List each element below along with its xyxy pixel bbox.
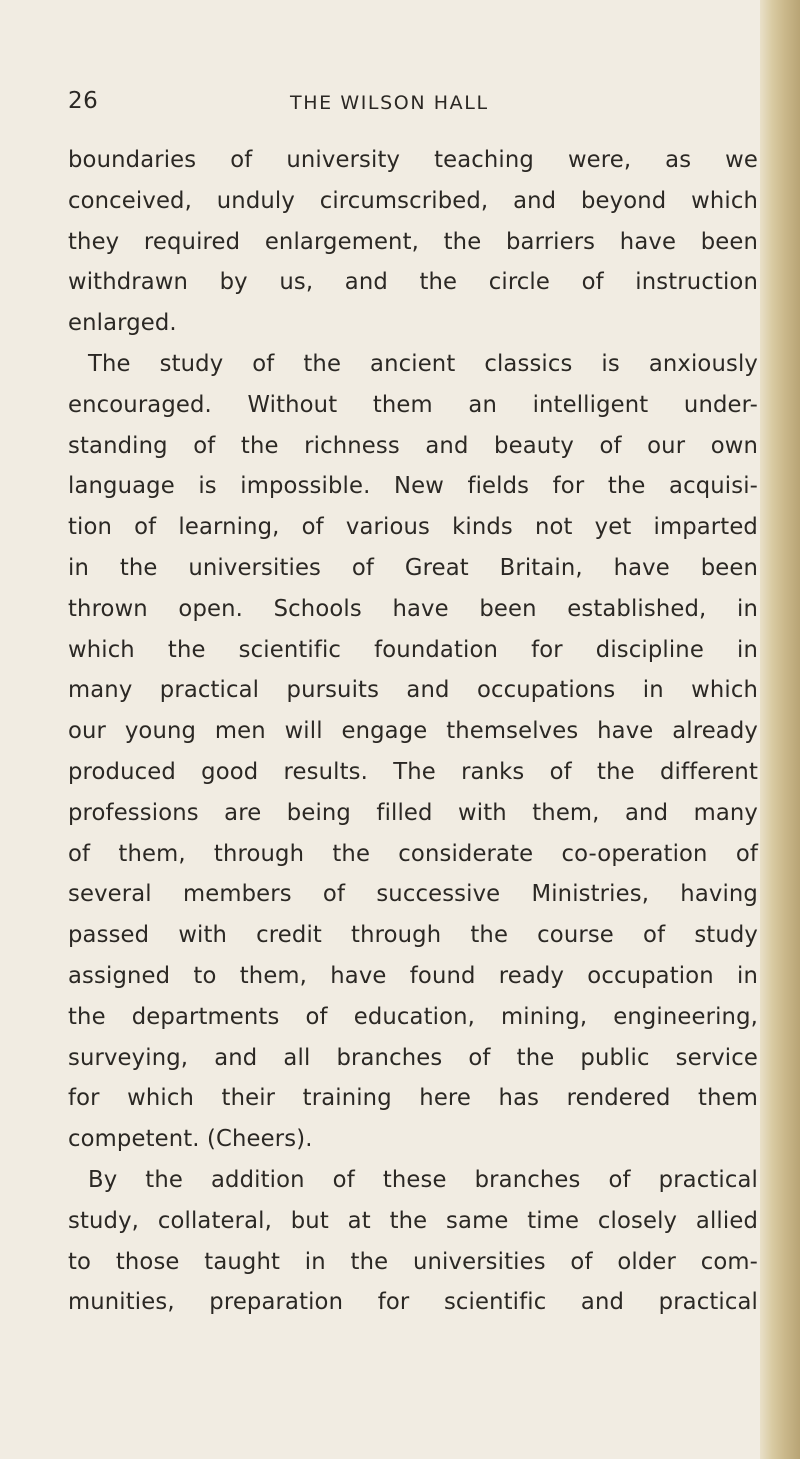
text-line: encouraged. Without them an intelligent under- (68, 391, 758, 418)
text-line: the departments of education, mining, engineering, (68, 1003, 758, 1030)
text-line: surveying, and all branches of the public service (68, 1044, 758, 1071)
page-edge-shadow (760, 0, 800, 1459)
text-line: of them, through the considerate co-operation of (68, 840, 758, 867)
text-line: professions are being filled with them, and many (68, 799, 758, 826)
page-number: 26 (68, 88, 99, 114)
text-line: produced good results. The ranks of the different (68, 758, 758, 785)
body-text (68, 140, 758, 1323)
text-line: tion of learning, of various kinds not yet imparted (68, 514, 758, 541)
running-head: THE WILSON HALL (290, 92, 489, 114)
text-line: passed with credit through the course of study (68, 922, 758, 949)
text-line: enlarged. (68, 310, 177, 337)
text-line: The study of the ancient classics is anxiously (88, 350, 758, 377)
text-line: many practical pursuits and occupations in which (68, 677, 758, 704)
text-line: study, collateral, but at the same time closely allied (68, 1207, 758, 1234)
text-line: conceived, unduly circumscribed, and beyond which (68, 187, 758, 214)
text-line: withdrawn by us, and the circle of instruction (68, 269, 758, 296)
text-line: boundaries of university teaching were, as we (68, 147, 758, 173)
text-line: they required enlargement, the barriers have been (68, 228, 758, 255)
text-line: thrown open. Schools have been established, in (68, 595, 758, 622)
page-header (0, 88, 800, 118)
text-line: which the scientific foundation for discipline in (68, 636, 758, 663)
text-line: in the universities of Great Britain, have been (68, 554, 758, 581)
text-line: to those taught in the universities of older com- (68, 1248, 758, 1275)
text-line: our young men will engage themselves have already (68, 718, 758, 745)
text-line: munities, preparation for scientific and practical (68, 1289, 758, 1316)
text-line: for which their training here has rendered them (68, 1085, 758, 1112)
text-line: competent. (Cheers). (68, 1126, 313, 1153)
text-line: several members of successive Ministries, having (68, 881, 758, 908)
text-line: assigned to them, have found ready occupation in (68, 962, 758, 989)
text-line: By the addition of these branches of practical (88, 1166, 758, 1193)
text-line: language is impossible. New fields for the acquisi- (68, 473, 758, 500)
text-line: standing of the richness and beauty of our own (68, 432, 758, 459)
